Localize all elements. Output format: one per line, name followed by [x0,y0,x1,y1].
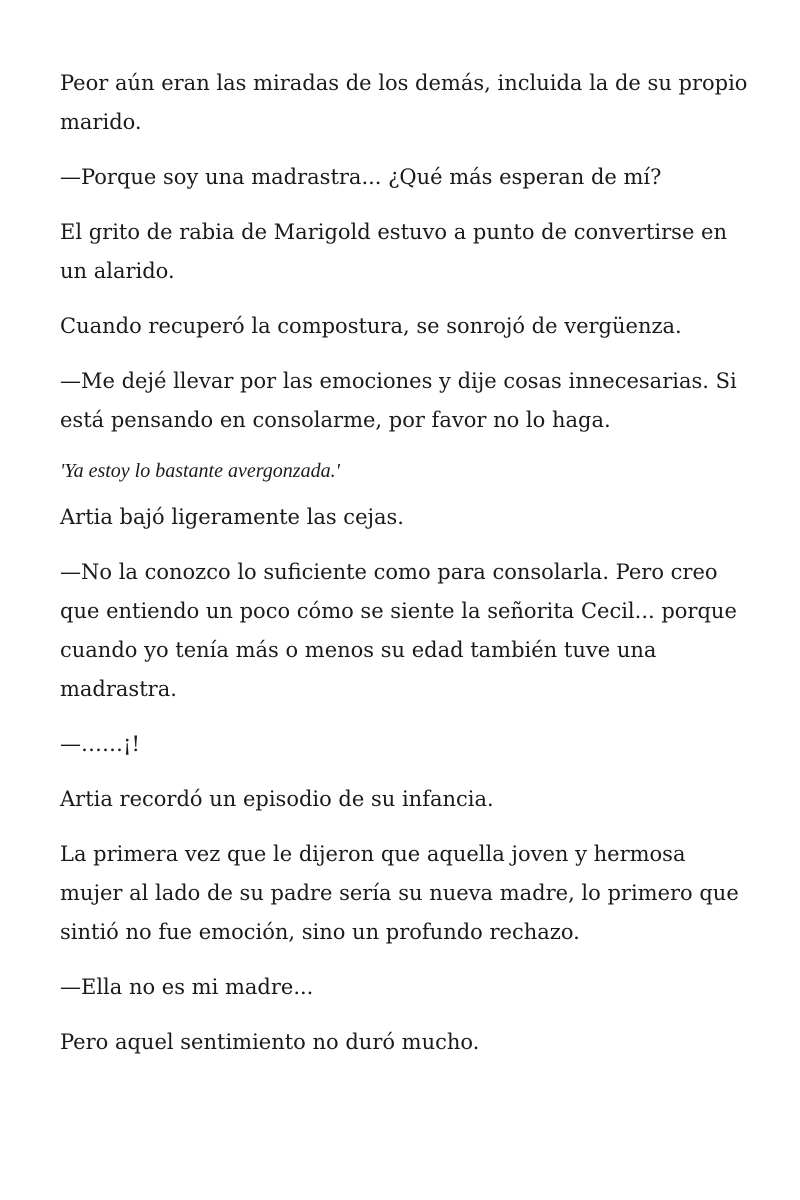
paragraph: La primera vez que le dijeron que aquella joven y hermosa mujer al lado de su padre sería su nueva madre, lo primero que sintió no fue emoción, sino un profundo rechazo. [60,842,739,944]
inner-thought-paragraph: 'Ya estoy lo bastante avergonzada.' [60,460,340,482]
paragraph: Peor aún eran las miradas de los demás, incluida la de su propio marido. [60,71,748,134]
paragraph: Pero aquel sentimiento no duró mucho. [60,1030,480,1054]
paragraph: Artia recordó un episodio de su infancia. [60,787,494,811]
dialogue-paragraph: —……¡! [60,732,140,756]
paragraph: Cuando recuperó la compostura, se sonrojó de vergüenza. [60,314,682,338]
paragraph: El grito de rabia de Marigold estuvo a punto de convertirse en un alarido. [60,220,728,283]
paragraph: Artia bajó ligeramente las cejas. [60,505,404,529]
dialogue-paragraph: —Ella no es mi madre... [60,975,314,999]
dialogue-paragraph: —Porque soy una madrastra... ¿Qué más esperan de mí? [60,165,662,189]
dialogue-paragraph: —Me dejé llevar por las emociones y dije cosas innecesarias. Si está pensando en consolarme, por favor no lo haga. [60,369,737,432]
document-page [60,64,750,1078]
dialogue-paragraph: —No la conozco lo suficiente como para consolarla. Pero creo que entiendo un poco cómo se siente la señorita Cecil... porque cuando yo tenía más o menos su edad también tuve una madrastra. [60,560,737,701]
